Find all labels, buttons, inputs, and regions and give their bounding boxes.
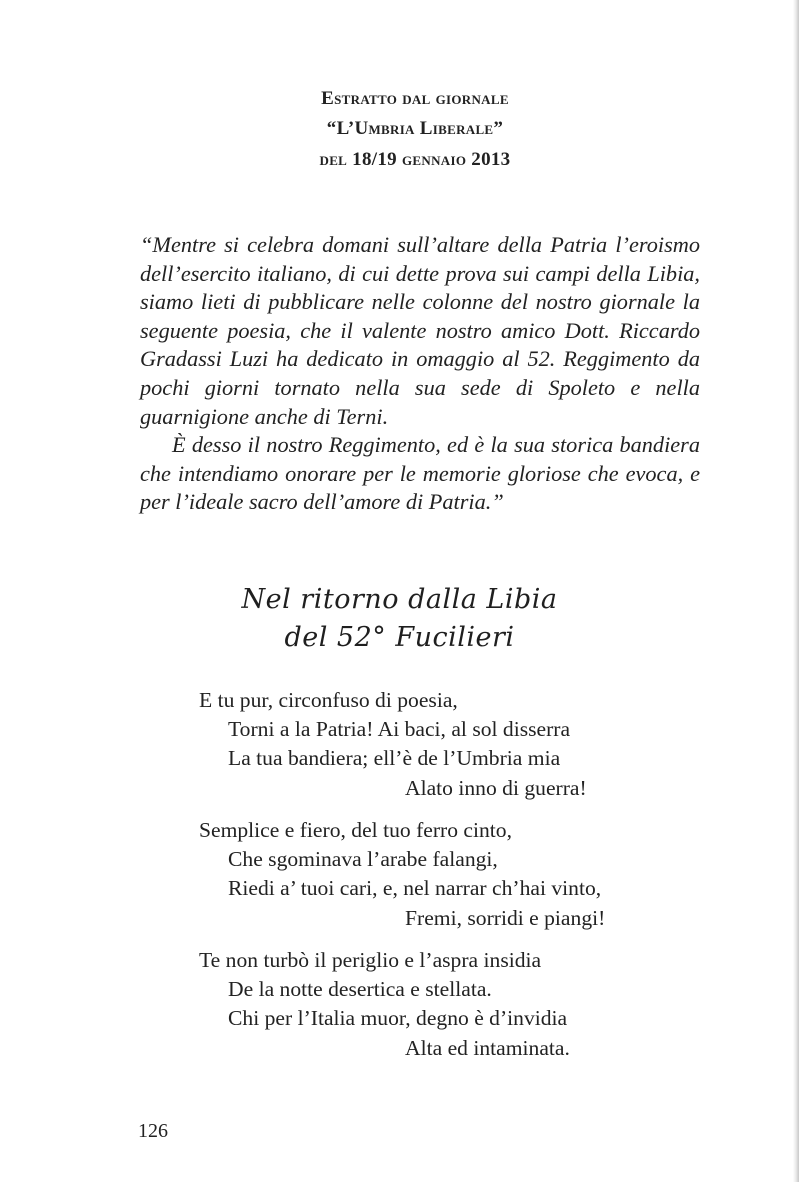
heading-line-3: del 18/19 gennaio 2013 <box>319 149 511 170</box>
poem-verse: De la notte desertica e stellata. <box>228 977 492 1001</box>
poem-verse: Chi per l’Italia muor, degno è d’invidia <box>228 1006 568 1030</box>
intro-paragraph-1: “Mentre si celebra domani sull’altare della Patria l’eroismo dell’esercito italiano, di cui dette prova sui campi della Libia, siamo lieti di pubblicare nelle colonne del nostro giornale la seguente poesia, che il valente nostro amico Dott. Riccardo Gradassi Luzi ha dedicato in omaggio al 52. Reggimento da pochi giorni tornato nella sua sede di Spoleto e nella guarnigione anche di Terni. <box>140 232 700 429</box>
heading-line-1: Estratto dal giornale <box>321 88 509 109</box>
poem-verse: Torni a la Patria! Ai baci, al sol disserra <box>228 717 571 741</box>
poem-verse: Alato inno di guerra! <box>405 776 587 800</box>
poem-title-line-1: Nel ritorno dalla Libia <box>241 584 558 615</box>
poem-verse: Fremi, sorridi e piangi! <box>405 906 606 930</box>
poem-verse: Riedi a’ tuoi cari, e, nel narrar ch’hai vinto, <box>228 876 602 900</box>
poem-verse: Semplice e fiero, del tuo ferro cinto, <box>199 818 512 842</box>
poem-verse: Che sgominava l’arabe falangi, <box>228 847 498 871</box>
heading-line-2: “L’Umbria Liberale” <box>326 118 504 139</box>
page-number: 126 <box>138 1120 168 1142</box>
poem-verse: E tu pur, circonfuso di poesia, <box>199 688 458 712</box>
intro-paragraph-2: È desso il nostro Reggimento, ed è la sua storica bandiera che intendiamo onorare per le memorie gloriose che evoca, e per l’ideale sacro dell’amore di Patria.” <box>140 432 700 515</box>
poem-title-line-2: del 52° Fucilieri <box>284 622 515 653</box>
poem-verse: Te non turbò il periglio e l’aspra insidia <box>199 948 542 972</box>
poem-verse: La tua bandiera; ell’è de l’Umbria mia <box>228 746 561 770</box>
poem-verse: Alta ed intaminata. <box>405 1036 570 1060</box>
intro-quote <box>140 231 700 517</box>
